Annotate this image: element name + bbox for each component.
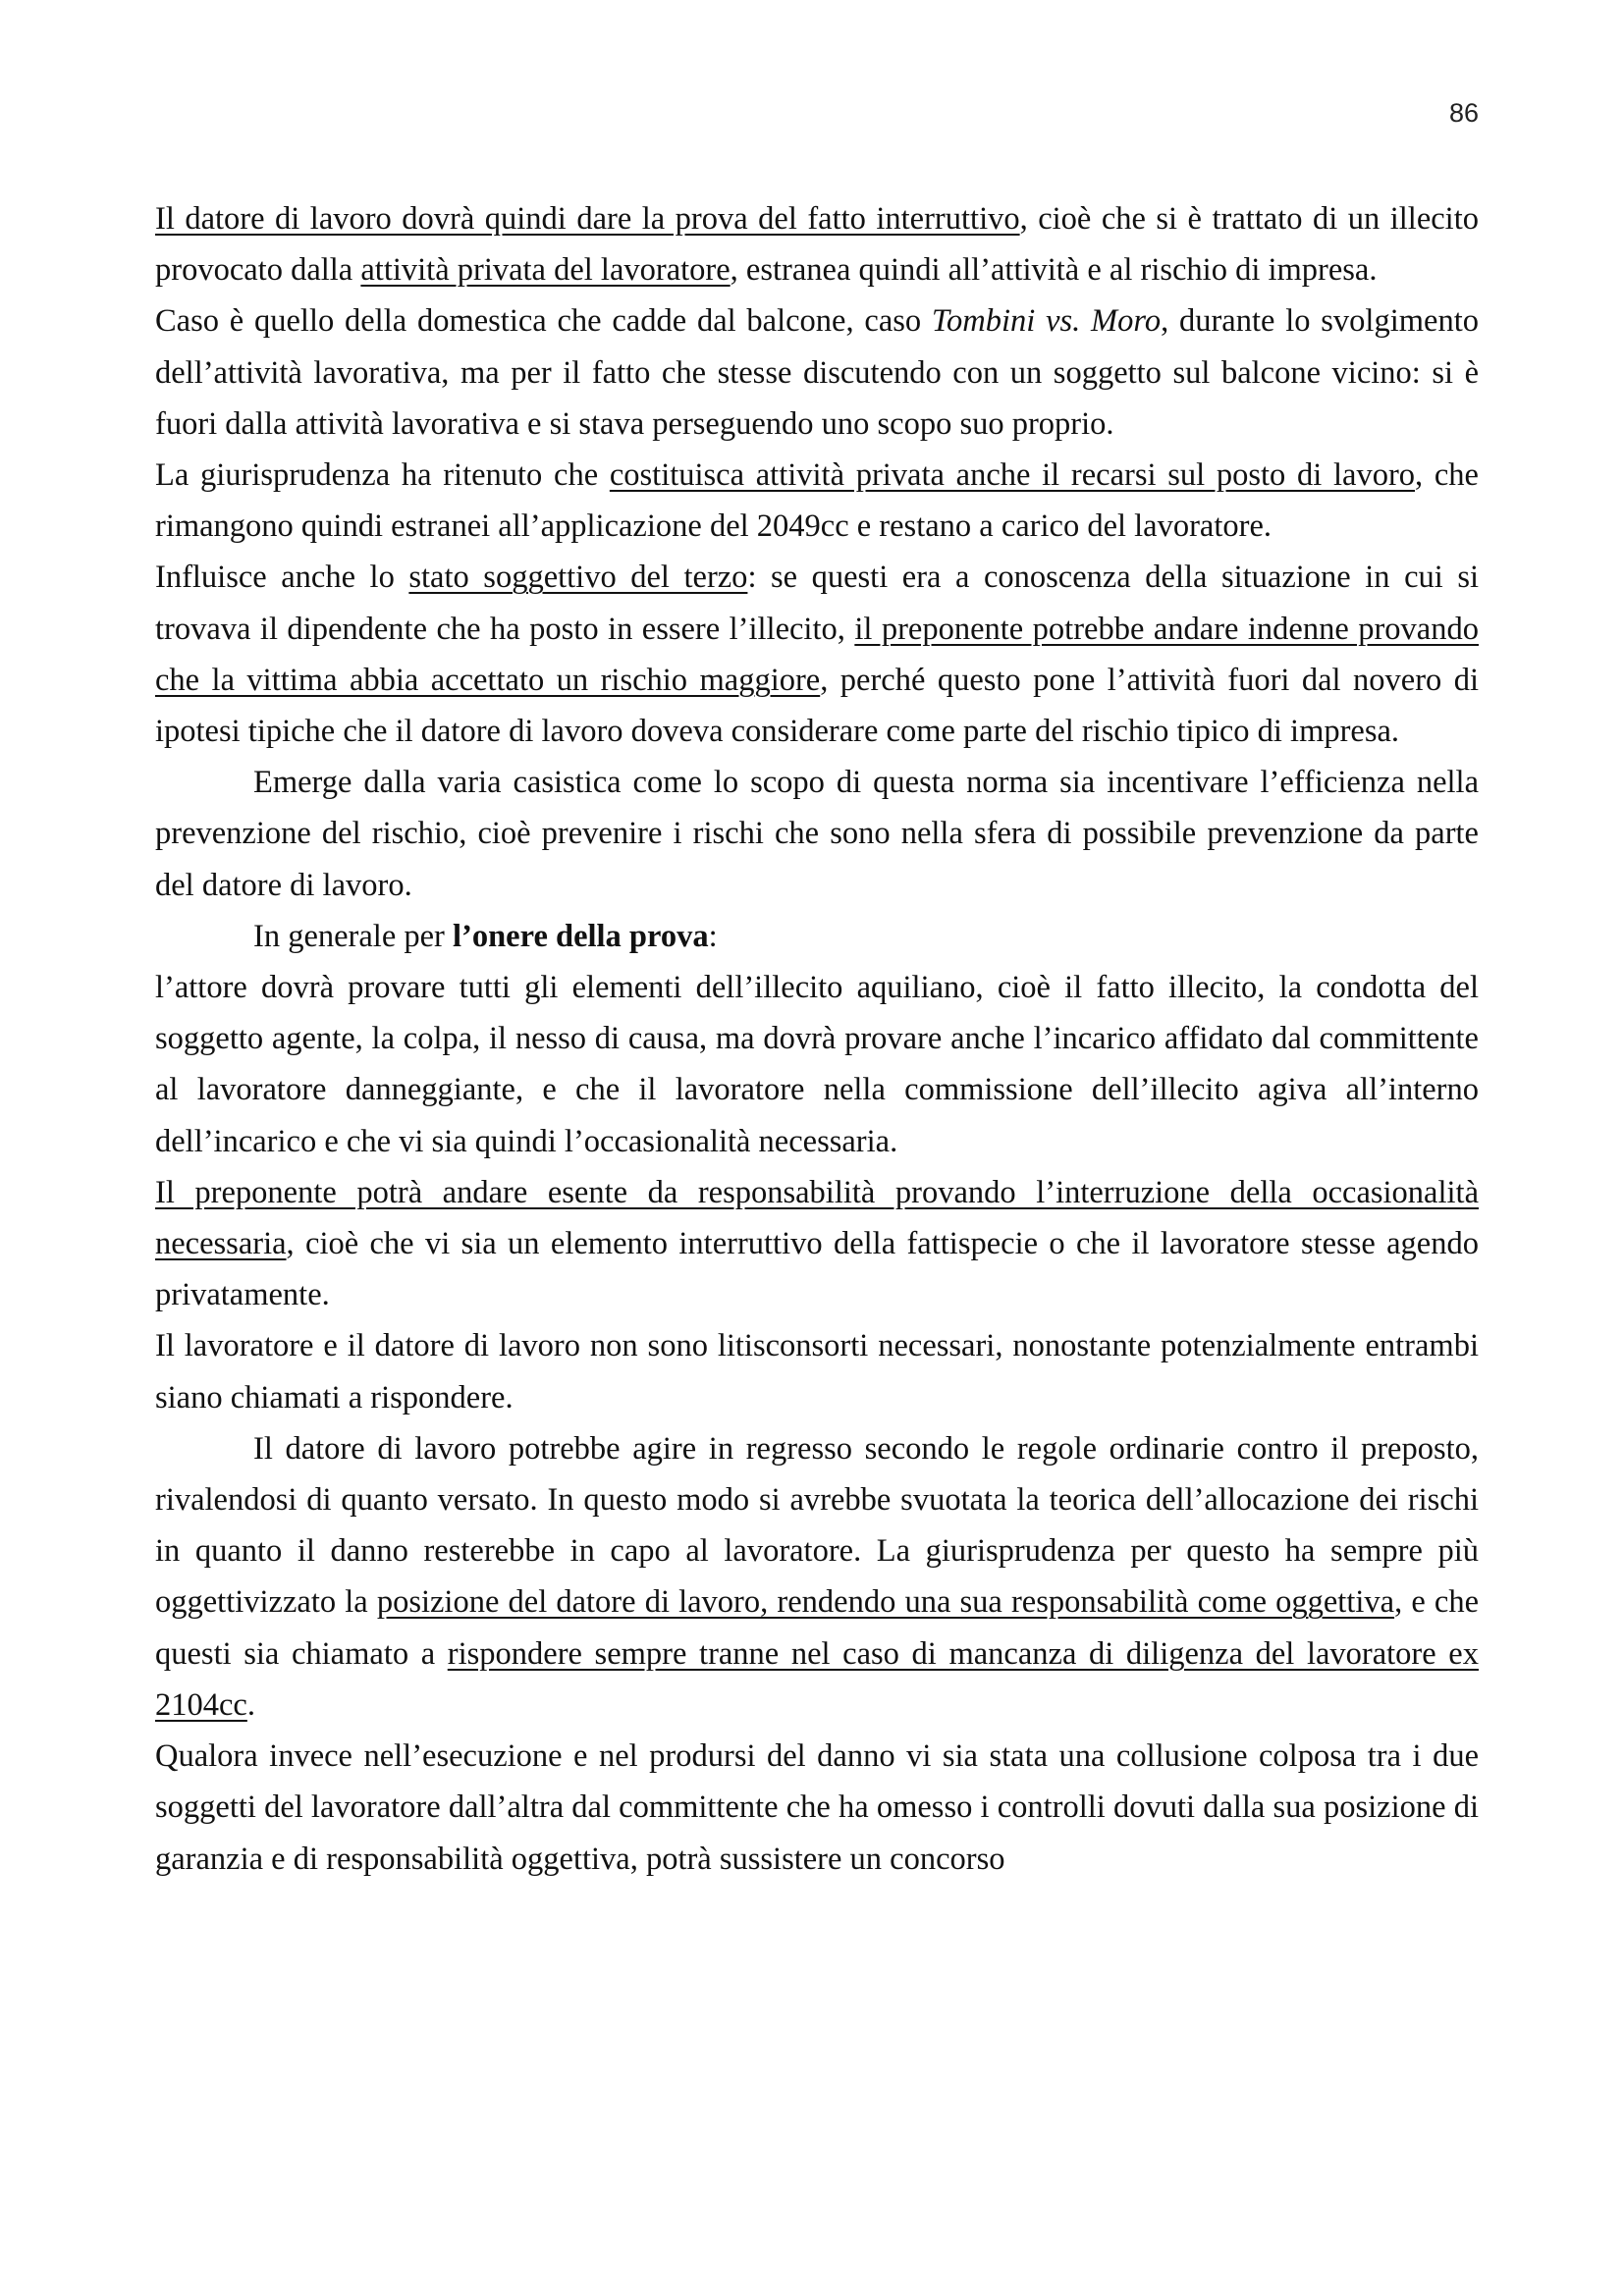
text-run: Qualora invece nell’esecuzione e nel prodursi del danno vi sia stata una collusione colposa tra i due soggetti del lavoratore dall’altra dal committente che ha omesso i controlli dovuti dalla sua posizione di garanzia e di responsabilità oggettiva, potrà sussistere un concorso (155, 1738, 1479, 1877)
document-body (155, 193, 1479, 1885)
text-run: , perché questo pone l’attività fuori dal novero di ipotesi tipiche che il datore di lavoro doveva considerare come parte del rischio tipico di impresa. (155, 662, 1479, 750)
text-run: rispondere sempre tranne nel caso di mancanza di diligenza del lavoratore ex 2104cc (155, 1635, 1479, 1723)
text-run: , estranea quindi all’attività e al rischio di impresa. (730, 252, 1378, 289)
text-run: : (708, 918, 718, 954)
text-run: , cioè che si è trattato di un illecito provocato dalla (155, 201, 1479, 289)
paragraph-regresso (155, 1423, 1479, 1731)
text-run: La giurisprudenza ha ritenuto che (155, 457, 610, 494)
text-run: stato soggettivo del terzo (408, 560, 748, 596)
text-run: : se questi era a conoscenza della situazione in cui si trovava il dipendente che ha posto in essere l’illecito, (155, 560, 1479, 647)
text-run: costituisca attività privata anche il recarsi sul posto di lavoro (609, 457, 1416, 494)
paragraph-giurisprudenza (155, 450, 1479, 552)
text-run: Emerge dalla varia casistica come lo scopo di questa norma sia incentivare l’efficienza nella prevenzione del rischio, cioè prevenire i rischi che sono nella sfera di possibile prevenzione da parte del datore di lavoro. (155, 765, 1479, 903)
paragraph-caso-tombini (155, 295, 1479, 450)
text-run: . (246, 1686, 255, 1723)
text-run: , durante lo svolgimento dell’attività lavorativa, ma per il fatto che stesse discutendo con un soggetto sul balcone vicino: si è fuori dalla attività lavorativa e si stava perseguendo uno scopo suo proprio. (155, 303, 1479, 442)
page-number: 86 (1448, 98, 1479, 128)
case-name: Tombini vs. Moro (931, 303, 1162, 340)
text-run: attività privata del lavoratore (360, 252, 731, 289)
text-run: Caso è quello della domestica che cadde dal balcone, caso (155, 303, 932, 340)
paragraph-preponente-esente (155, 1167, 1479, 1321)
text-run: , che rimangono quindi estranei all’applicazione del 2049cc e restano a carico del lavoratore. (155, 457, 1479, 545)
text-run: posizione del datore di lavoro, rendendo una sua responsabilità come oggettiva (376, 1584, 1395, 1621)
text-run: Il lavoratore e il datore di lavoro non sono litisconsorti necessari, nonostante potenzialmente entrambi siano chiamati a rispondere. (155, 1328, 1479, 1415)
text-run: , e che questi sia chiamato a (155, 1584, 1479, 1672)
text-run: l’attore dovrà provare tutti gli elementi dell’illecito aquiliano, cioè il fatto illecito, la condotta del soggetto agente, la colpa, il nesso di causa, ma dovrà provare anche l’incarico affidato dal committente al lavoratore danneggiante, e che il lavoratore nella commissione dell’illecito agiva all’interno dell’incarico e che vi sia quindi l’occasionalità necessaria. (155, 970, 1479, 1159)
paragraph-casistica (155, 757, 1479, 911)
paragraph-attore (155, 962, 1479, 1167)
text-run: , cioè che vi sia un elemento interruttivo della fattispecie o che il lavoratore stesse agendo privatamente. (155, 1226, 1479, 1313)
text-run: Il preponente potrà andare esente da responsabilità provando l’interruzione della occasionalità necessaria (155, 1174, 1479, 1262)
text-run: il preponente potrebbe andare indenne provando che la vittima abbia accettato un rischio maggiore (155, 611, 1479, 698)
text-run: Influisce anche lo (155, 560, 409, 596)
paragraph-fatto-interruttivo (155, 193, 1479, 295)
paragraph-stato-soggettivo (155, 552, 1479, 757)
paragraph-onere-prova-heading (155, 911, 1479, 962)
paragraph-litisconsorti (155, 1320, 1479, 1422)
bold-term: l’onere della prova (453, 918, 709, 954)
text-run: In generale per (253, 918, 453, 954)
text-run: Il datore di lavoro dovrà quindi dare la prova del fatto interruttivo (155, 201, 1020, 237)
text-run: Il datore di lavoro potrebbe agire in regresso secondo le regole ordinarie contro il preposto, rivalendosi di quanto versato. In questo modo si avrebbe svuotata la teorica dell’allocazione dei rischi in quanto il danno resterebbe in capo al lavoratore. La giurisprudenza per questo ha sempre più oggettivizzato la (155, 1430, 1479, 1621)
paragraph-concorso (155, 1731, 1479, 1885)
